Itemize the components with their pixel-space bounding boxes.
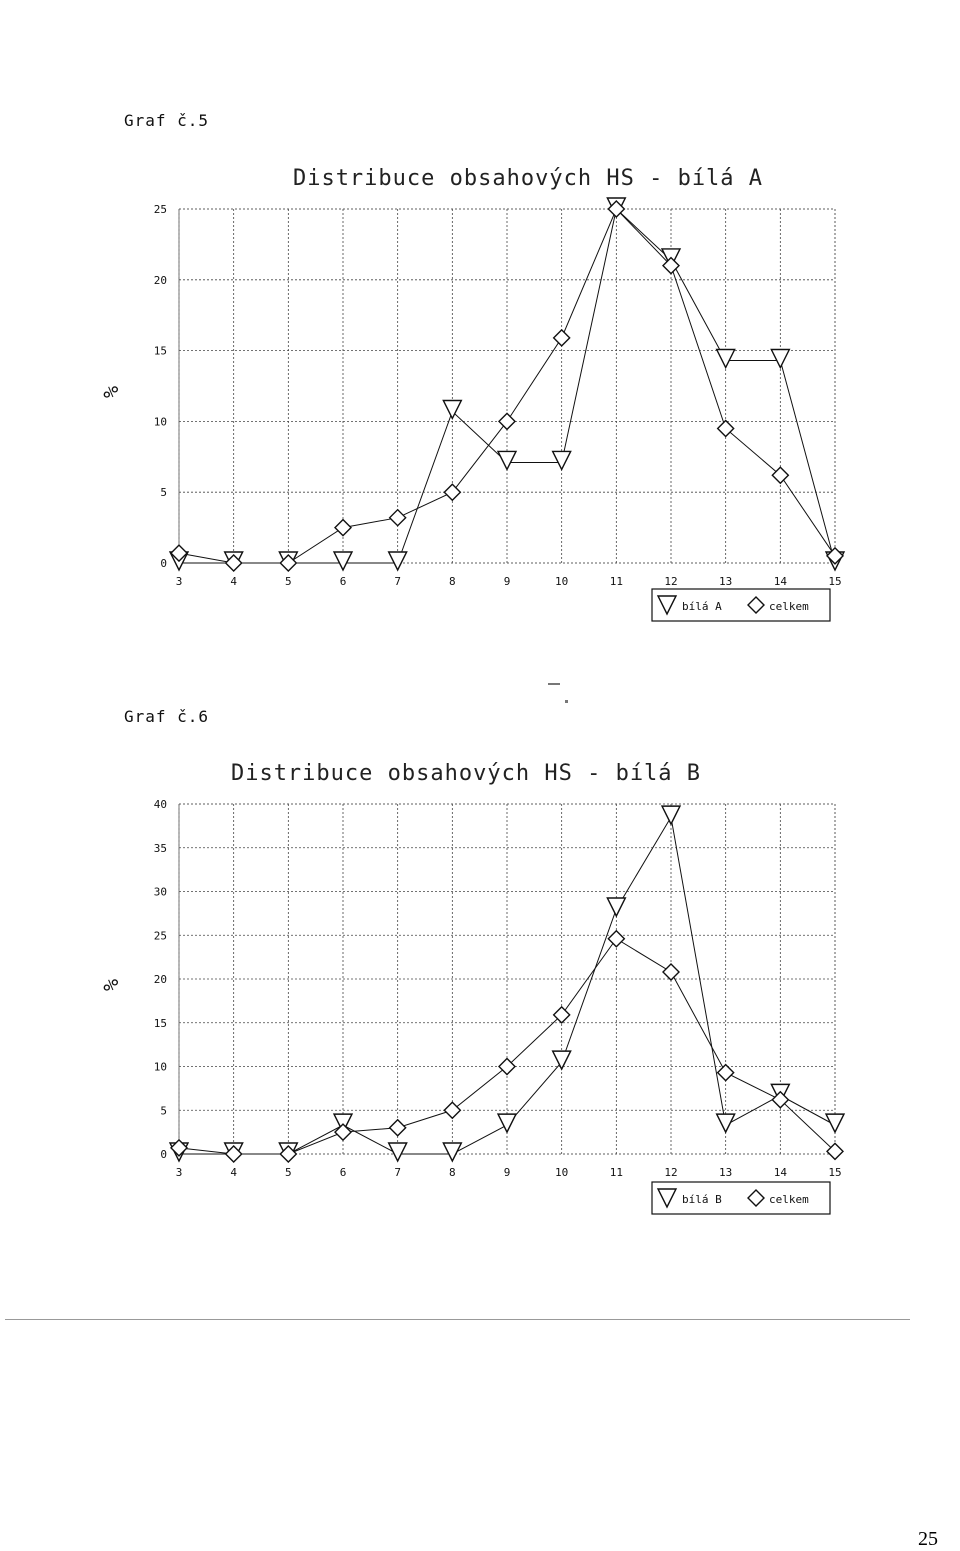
x-tick-label: 15 xyxy=(828,1166,842,1179)
data-point-diamond xyxy=(718,1065,734,1081)
data-point-diamond xyxy=(499,413,515,429)
chart-graf-6 xyxy=(99,761,844,1214)
data-point-triangle xyxy=(498,1114,516,1132)
data-point-triangle xyxy=(389,552,407,570)
x-tick-label: 4 xyxy=(230,1166,237,1179)
data-point-diamond xyxy=(772,467,788,483)
x-tick-label: 6 xyxy=(339,575,347,588)
y-tick-label: 10 xyxy=(153,1060,167,1074)
data-point-diamond xyxy=(444,484,460,500)
data-point-triangle xyxy=(443,1143,461,1161)
page-number: 25 xyxy=(918,1528,938,1550)
x-tick-label: 10 xyxy=(555,1166,569,1179)
x-tick-label: 3 xyxy=(175,1166,183,1179)
scan-speck xyxy=(548,683,560,685)
data-point-diamond xyxy=(663,964,679,980)
chart-title: Distribuce obsahových HS - bílá B xyxy=(230,761,702,786)
legend-label-celkem: celkem xyxy=(769,600,809,613)
data-point-diamond xyxy=(335,520,351,536)
x-tick-label: 5 xyxy=(285,1166,292,1179)
x-tick-label: 15 xyxy=(828,575,842,588)
x-tick-label: 14 xyxy=(773,575,787,588)
x-tick-label: 9 xyxy=(503,1166,511,1179)
data-point-diamond xyxy=(718,420,734,436)
legend-label-primary: bílá A xyxy=(682,600,722,613)
data-point-triangle xyxy=(553,451,571,469)
x-tick-label: 9 xyxy=(503,575,511,588)
y-tick-label: 5 xyxy=(160,486,167,500)
x-tick-label: 12 xyxy=(664,1166,678,1179)
x-tick-label: 7 xyxy=(394,1166,401,1179)
data-point-triangle xyxy=(443,400,461,418)
data-point-triangle xyxy=(662,806,680,824)
y-axis-label: % xyxy=(99,385,123,399)
y-tick-label: 40 xyxy=(153,798,167,811)
data-point-diamond xyxy=(335,1124,351,1140)
data-point-diamond xyxy=(554,330,570,346)
chart-title: Distribuce obsahových HS - bílá A xyxy=(292,166,764,191)
data-point-diamond xyxy=(390,510,406,526)
data-point-triangle xyxy=(771,350,789,368)
x-tick-label: 11 xyxy=(609,575,623,588)
y-tick-label: 35 xyxy=(153,841,167,855)
scan-edge-divider xyxy=(5,1319,910,1320)
y-tick-label: 0 xyxy=(160,1148,167,1161)
y-tick-label: 30 xyxy=(153,885,167,899)
data-point-triangle xyxy=(607,898,625,916)
data-point-triangle xyxy=(826,1114,844,1132)
legend-label-celkem: celkem xyxy=(769,1193,809,1206)
x-tick-label: 14 xyxy=(773,1166,787,1179)
y-tick-label: 25 xyxy=(153,203,167,216)
data-point-triangle xyxy=(334,552,352,570)
data-point-diamond xyxy=(171,1140,187,1156)
y-tick-label: 15 xyxy=(153,1016,167,1030)
y-tick-label: 20 xyxy=(153,273,167,287)
data-point-diamond xyxy=(608,931,624,947)
data-point-triangle xyxy=(389,1143,407,1161)
data-point-triangle xyxy=(717,350,735,368)
x-tick-label: 4 xyxy=(230,575,237,588)
y-tick-label: 20 xyxy=(153,973,167,986)
x-tick-label: 11 xyxy=(609,1166,623,1179)
x-tick-label: 12 xyxy=(664,575,678,588)
y-tick-label: 0 xyxy=(160,557,167,570)
y-tick-label: 10 xyxy=(153,415,167,429)
x-tick-label: 3 xyxy=(175,575,183,588)
x-tick-label: 13 xyxy=(719,1166,733,1179)
y-axis-label: % xyxy=(99,978,123,992)
data-point-diamond xyxy=(444,1102,460,1118)
y-tick-label: 25 xyxy=(153,929,167,943)
legend-label-primary: bílá B xyxy=(682,1193,722,1206)
scan-speck xyxy=(565,700,568,703)
x-tick-label: 6 xyxy=(339,1166,347,1179)
data-point-triangle xyxy=(498,451,516,469)
graf-label: Graf č.6 xyxy=(124,707,210,726)
x-tick-label: 13 xyxy=(719,575,733,588)
x-tick-label: 8 xyxy=(449,575,456,588)
chart-graf-5 xyxy=(99,166,844,621)
x-tick-label: 8 xyxy=(449,1166,456,1179)
y-tick-label: 15 xyxy=(153,344,167,358)
graf-label: Graf č.5 xyxy=(124,111,210,130)
x-tick-label: 7 xyxy=(394,575,401,588)
data-point-diamond xyxy=(827,548,843,564)
data-point-triangle xyxy=(717,1114,735,1132)
data-point-diamond xyxy=(390,1120,406,1136)
x-tick-label: 10 xyxy=(555,575,569,588)
y-tick-label: 5 xyxy=(160,1104,167,1118)
x-tick-label: 5 xyxy=(285,575,292,588)
